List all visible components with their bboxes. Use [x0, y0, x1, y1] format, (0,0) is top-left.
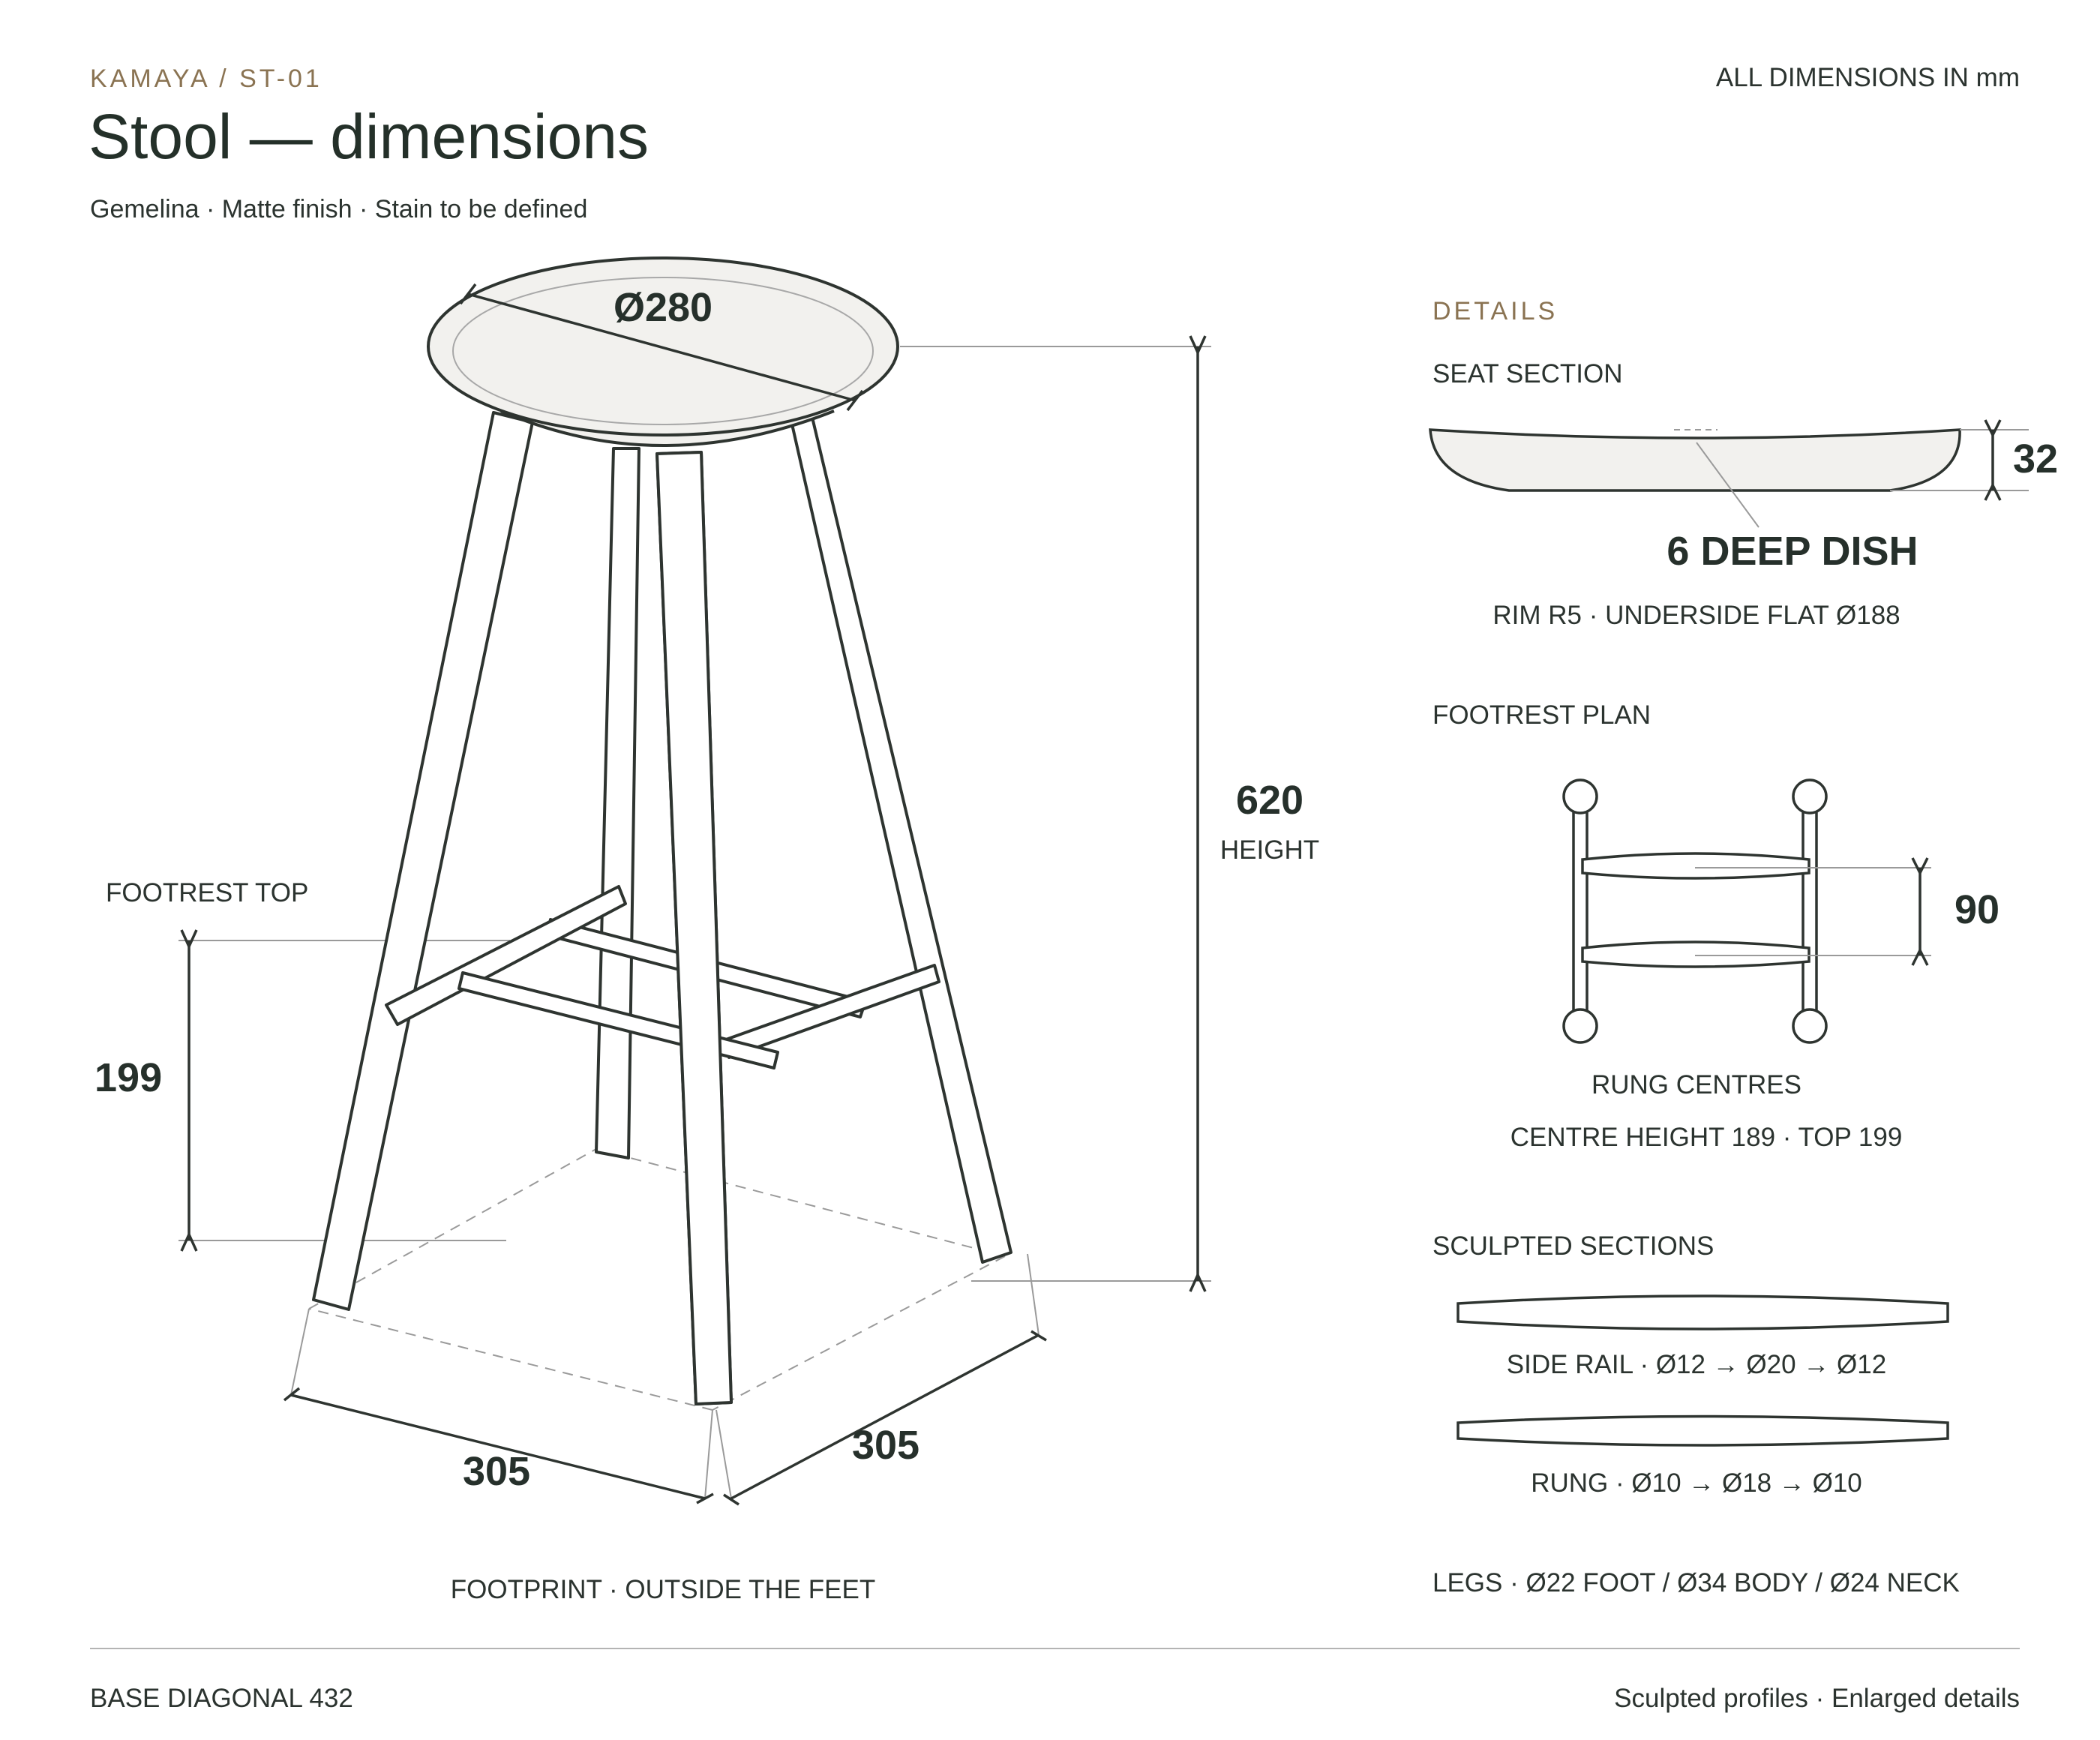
- footrest-label: FOOTREST TOP: [106, 878, 309, 908]
- footer-left: BASE DIAGONAL 432: [90, 1684, 353, 1713]
- footprint-outline: [309, 1149, 1005, 1410]
- rung-centres-caption: RUNG CENTRES: [1591, 1070, 1802, 1100]
- side-rail-label: SIDE RAIL · Ø12 → Ø20 → Ø12: [1506, 1350, 1887, 1379]
- footrest-plan-note: CENTRE HEIGHT 189 · TOP 199: [1510, 1123, 1903, 1152]
- details-heading: DETAILS: [1432, 297, 1558, 326]
- base-width-left: 305: [462, 1449, 531, 1494]
- rung-spacing-value: 90: [1954, 887, 2000, 932]
- side-rail-profile: [1458, 1296, 1948, 1329]
- footrest-plan-title: FOOTREST PLAN: [1432, 700, 1652, 730]
- dish-depth-value: 6 DEEP DISH: [1666, 529, 1918, 574]
- units-note: ALL DIMENSIONS IN mm: [1715, 63, 2020, 92]
- footer-right: Sculpted profiles · Enlarged details: [1614, 1684, 2020, 1713]
- footrest-plan-drawing: [1564, 780, 1826, 1042]
- seat-diameter-value: Ø280: [613, 285, 713, 330]
- seat-section-note: RIM R5 · UNDERSIDE FLAT Ø188: [1492, 601, 1900, 630]
- seat-section-drawing: [1430, 420, 2029, 527]
- rung-label: RUNG · Ø10 → Ø18 → Ø10: [1531, 1468, 1862, 1498]
- rung-profile: [1458, 1417, 1948, 1446]
- sculpted-sections-title: SCULPTED SECTIONS: [1432, 1232, 1714, 1261]
- footrest-height-dim: [182, 930, 196, 1251]
- footprint-label: FOOTPRINT · OUTSIDE THE FEET: [450, 1575, 876, 1604]
- base-width-right: 305: [851, 1423, 920, 1468]
- page-title: Stool — dimensions: [88, 101, 650, 172]
- seat-thickness-value: 32: [2013, 436, 2059, 482]
- height-dim: [1190, 336, 1205, 1292]
- base-dims: [284, 1331, 1046, 1504]
- legs-label: LEGS · Ø22 FOOT / Ø34 BODY / Ø24 NECK: [1432, 1568, 1960, 1598]
- page-subtitle: Gemelina · Matte finish · Stain to be defined: [90, 195, 588, 224]
- height-value: 620: [1235, 778, 1304, 823]
- seat-section-title: SEAT SECTION: [1432, 359, 1623, 388]
- height-label: HEIGHT: [1220, 836, 1320, 865]
- footrest-height-value: 199: [94, 1055, 163, 1100]
- eyebrow-label: KAMAYA / ST-01: [90, 64, 322, 93]
- front-leg-near: [657, 452, 731, 1404]
- back-legs: [596, 408, 1011, 1262]
